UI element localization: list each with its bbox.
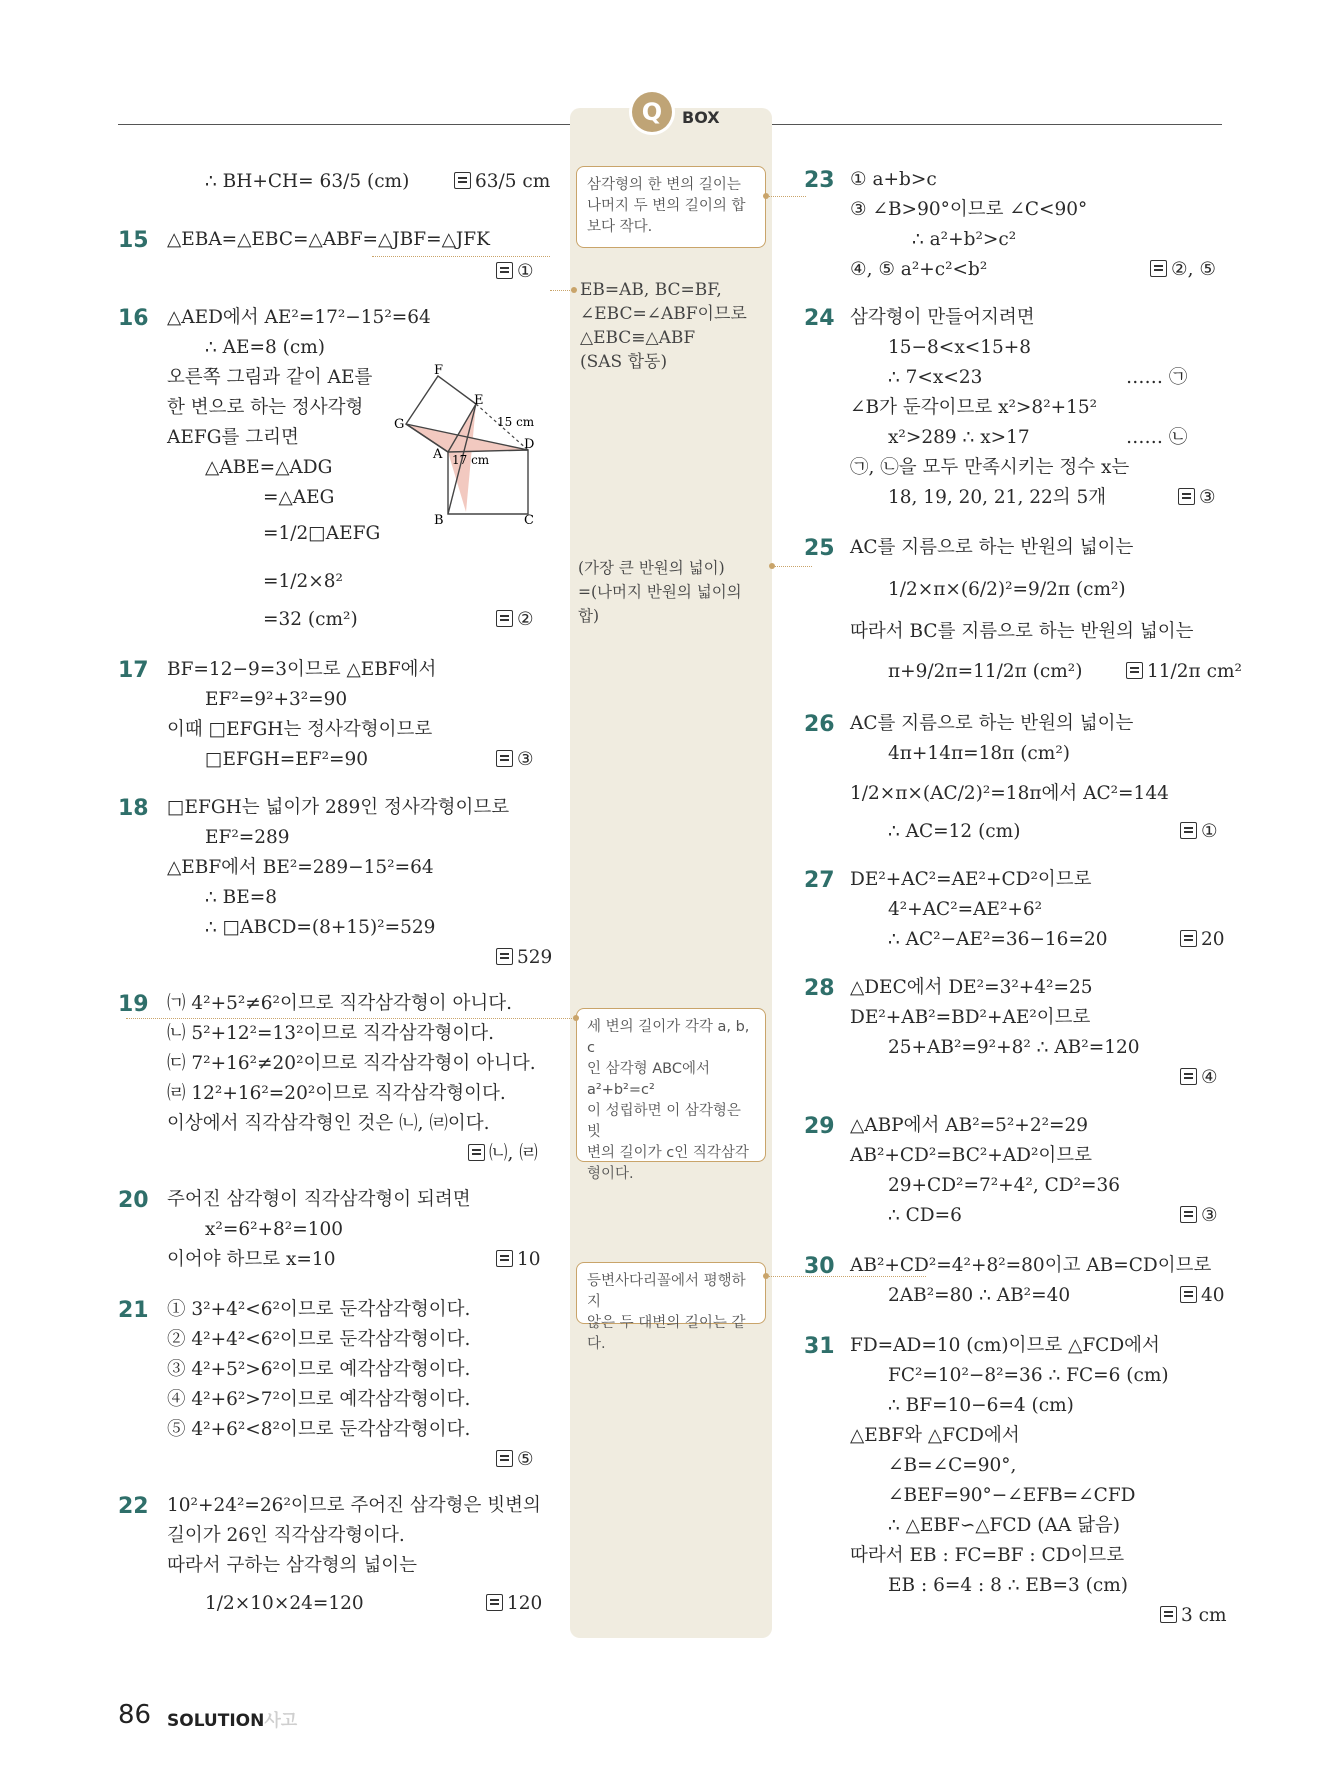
line: ∴ BF=10−6=4 (cm) bbox=[888, 1395, 1074, 1416]
line: BF=12−9=3이므로 △EBF에서 bbox=[167, 659, 437, 680]
line: ∴ 7<x<23 bbox=[888, 367, 983, 388]
line: ⑤ 4²+6²<8²이므로 둔각삼각형이다. bbox=[167, 1419, 471, 1440]
qbox-badge: Q bbox=[632, 92, 672, 132]
line: AB²+CD²=BC²+AD²이므로 bbox=[850, 1145, 1093, 1166]
problem-number: 30 bbox=[804, 1254, 835, 1279]
line: △DEC에서 DE²=3²+4²=25 bbox=[850, 977, 1093, 998]
line: 4π+14π=18π (cm²) bbox=[888, 743, 1070, 764]
line: =1/2□AEFG bbox=[263, 523, 381, 544]
problem-number: 29 bbox=[804, 1114, 835, 1139]
line: ㈃ 12²+16²=20²이므로 직각삼각형이다. bbox=[167, 1083, 506, 1104]
line: ∠B=∠C=90°, bbox=[888, 1455, 1017, 1476]
line: x²=6²+8²=100 bbox=[205, 1219, 344, 1240]
line: =△AEG bbox=[263, 487, 335, 508]
answer-icon bbox=[1178, 488, 1195, 505]
connector-dot bbox=[571, 287, 577, 293]
problem-number: 25 bbox=[804, 536, 835, 561]
line: EF²=9²+3²=90 bbox=[205, 689, 348, 710]
problem-number: 18 bbox=[118, 796, 149, 821]
problem-number: 26 bbox=[804, 712, 835, 737]
answer-icon bbox=[496, 948, 513, 965]
label-F: F bbox=[434, 364, 444, 378]
answer: 40 bbox=[1180, 1284, 1225, 1308]
problem-number: 19 bbox=[118, 992, 149, 1017]
answer-icon bbox=[1126, 662, 1143, 679]
answer-icon bbox=[1180, 1068, 1197, 1085]
line: FD=AD=10 (cm)이므로 △FCD에서 bbox=[850, 1335, 1160, 1356]
line: ㉠, ㉡을 모두 만족시키는 정수 x는 bbox=[850, 457, 1130, 478]
label-E: E bbox=[474, 393, 484, 408]
line: □EFGH는 넓이가 289인 정사각형이므로 bbox=[167, 797, 510, 818]
line: △ABP에서 AB²=5²+2²=29 bbox=[850, 1115, 1089, 1136]
answer-icon bbox=[496, 1450, 513, 1467]
problem-number: 17 bbox=[118, 658, 149, 683]
note-semicircle-area: (가장 큰 반원의 넓이) =(나머지 반원의 넓이의 합) bbox=[578, 559, 742, 625]
line: 18, 19, 20, 21, 22의 5개 bbox=[888, 487, 1107, 508]
line: DE²+AC²=AE²+CD²이므로 bbox=[850, 869, 1092, 890]
problem-number: 28 bbox=[804, 976, 835, 1001]
line: 15−8<x<15+8 bbox=[888, 337, 1032, 358]
line: 따라서 BC를 지름으로 하는 반원의 넓이는 bbox=[850, 621, 1194, 642]
problem-number: 20 bbox=[118, 1188, 149, 1213]
label-C: C bbox=[524, 513, 534, 528]
note-sas-congruence: EB=AB, BC=BF, ∠EBC=∠ABF이므로 △EBC≡△ABF (SAS 합동) bbox=[580, 280, 747, 372]
line: AB²+CD²=4²+8²=80이고 AB=CD이므로 bbox=[850, 1255, 1212, 1276]
line: AEFG를 그리면 bbox=[167, 427, 299, 448]
answer: ③ bbox=[1178, 486, 1216, 510]
line: 1/2×π×(6/2)²=9/2π (cm²) bbox=[888, 579, 1126, 600]
top-rule-right bbox=[772, 124, 1222, 125]
line: ∴ AE=8 (cm) bbox=[205, 337, 326, 358]
line: ∴ AC²−AE²=36−16=20 bbox=[888, 929, 1108, 950]
line: 이상에서 직각삼각형인 것은 ㈁, ㈃이다. bbox=[167, 1113, 490, 1134]
line: 29+CD²=7²+4², CD²=36 bbox=[888, 1175, 1121, 1196]
label-17cm: 17 cm bbox=[452, 453, 490, 467]
line: FC²=10²−8²=36 ∴ FC=6 (cm) bbox=[888, 1365, 1169, 1386]
answer-icon bbox=[496, 750, 513, 767]
answer: 11/2π cm² bbox=[1126, 660, 1242, 684]
answer: ② bbox=[496, 608, 534, 632]
answer: 529 bbox=[496, 946, 552, 970]
line: ③ 4²+5²>6²이므로 예각삼각형이다. bbox=[167, 1359, 471, 1380]
line: 25+AB²=9²+8² ∴ AB²=120 bbox=[888, 1037, 1140, 1058]
answer: ⑤ bbox=[496, 1448, 534, 1472]
note-pythagorean-converse: 세 변의 길이가 각각 a, b, c 인 삼각형 ABC에서 a²+b²=c² 이 성립하면 이 삼각형은 빗 변의 길이가 c인 직각삼각 형이다. bbox=[576, 1008, 766, 1162]
connector-dot bbox=[763, 1273, 769, 1279]
line: ∴ AC=12 (cm) bbox=[888, 821, 1021, 842]
answer-icon bbox=[1180, 1206, 1197, 1223]
answer: ① bbox=[496, 260, 534, 284]
line: ∴ BE=8 bbox=[205, 887, 278, 908]
line: △EBF에서 BE²=289−15²=64 bbox=[167, 857, 434, 878]
line: EB : 6=4 : 8 ∴ EB=3 (cm) bbox=[888, 1575, 1129, 1596]
connector bbox=[126, 1018, 576, 1019]
page-number: 86 bbox=[118, 1700, 152, 1730]
footer-brand: SOLUTION사고 bbox=[167, 1711, 298, 1731]
connector bbox=[772, 566, 812, 567]
label-D: D bbox=[524, 437, 535, 452]
answer-icon bbox=[1150, 260, 1167, 277]
answer: 20 bbox=[1180, 928, 1225, 952]
line: ㈂ 7²+16²≠20²이므로 직각삼각형이 아니다. bbox=[167, 1053, 536, 1074]
answer: ②, ⑤ bbox=[1150, 258, 1216, 282]
answer: 3 cm bbox=[1160, 1604, 1227, 1628]
top-rule-left bbox=[118, 124, 570, 125]
line: ∴ BH+CH= 63/5 (cm) bbox=[205, 171, 410, 192]
label-15cm: 15 cm bbox=[497, 415, 535, 429]
problem-number: 16 bbox=[118, 306, 149, 331]
line: ② 4²+4²<6²이므로 둔각삼각형이다. bbox=[167, 1329, 471, 1350]
line: △EBA=△EBC=△ABF=△JBF=△JFK bbox=[167, 229, 490, 250]
answer-icon bbox=[1180, 822, 1197, 839]
line: 1/2×10×24=120 bbox=[205, 1593, 364, 1614]
line: 4²+AC²=AE²+6² bbox=[888, 899, 1043, 920]
line: AC를 지름으로 하는 반원의 넓이는 bbox=[850, 537, 1134, 558]
line: 삼각형이 만들어지려면 bbox=[850, 307, 1035, 328]
line: EF²=289 bbox=[205, 827, 290, 848]
line: △EBF와 △FCD에서 bbox=[850, 1425, 1020, 1446]
line: DE²+AB²=BD²+AE²이므로 bbox=[850, 1007, 1091, 1028]
answer: ① bbox=[1180, 820, 1218, 844]
answer: 120 bbox=[486, 1592, 542, 1616]
line: □EFGH=EF²=90 bbox=[205, 749, 369, 770]
line: ∴ □ABCD=(8+15)²=529 bbox=[205, 917, 436, 938]
line: ④ 4²+6²>7²이므로 예각삼각형이다. bbox=[167, 1389, 471, 1410]
square-diagram bbox=[392, 364, 552, 536]
answer-icon bbox=[1180, 930, 1197, 947]
line: ∠BEF=90°−∠EFB=∠CFD bbox=[888, 1485, 1136, 1506]
connector bbox=[766, 196, 806, 197]
problem-number: 24 bbox=[804, 306, 835, 331]
note-triangle-inequality: 삼각형의 한 변의 길이는 나머지 두 변의 길이의 합 보다 작다. bbox=[576, 166, 766, 248]
answer-icon bbox=[1180, 1286, 1197, 1303]
line: ① 3²+4²<6²이므로 둔각삼각형이다. bbox=[167, 1299, 471, 1320]
answer-icon bbox=[1160, 1606, 1177, 1623]
answer-icon bbox=[496, 262, 513, 279]
answer: ③ bbox=[496, 748, 534, 772]
label-A: A bbox=[433, 447, 443, 462]
line: △AED에서 AE²=17²−15²=64 bbox=[167, 307, 431, 328]
line: ∴ a²+b²>c² bbox=[912, 229, 1017, 250]
problem-number: 15 bbox=[118, 228, 149, 253]
line: 길이가 26인 직각삼각형이다. bbox=[167, 1525, 405, 1546]
line: ① a+b>c bbox=[850, 169, 937, 190]
connector-dot bbox=[763, 193, 769, 199]
answer-icon bbox=[486, 1594, 503, 1611]
connector-dot bbox=[573, 1015, 579, 1021]
line: ∴ CD=6 bbox=[888, 1205, 962, 1226]
answer: ㈁, ㈃ bbox=[468, 1142, 538, 1166]
answer: 63/5 cm bbox=[454, 170, 550, 194]
line: 1/2×π×(AC/2)²=18π에서 AC²=144 bbox=[850, 783, 1169, 804]
line: 이때 □EFGH는 정사각형이므로 bbox=[167, 719, 433, 740]
connector bbox=[372, 256, 550, 257]
answer: ④ bbox=[1180, 1066, 1218, 1090]
marker: …… ㉡ bbox=[1126, 427, 1188, 448]
line: ④, ⑤ a²+c²<b² bbox=[850, 259, 988, 280]
label-B: B bbox=[434, 513, 444, 528]
line: ㈁ 5²+12²=13²이므로 직각삼각형이다. bbox=[167, 1023, 494, 1044]
line: ③ ∠B>90°이므로 ∠C<90° bbox=[850, 199, 1088, 220]
note-isosceles-trapezoid: 등변사다리꼴에서 평행하지 않은 두 대변의 길이는 같다. bbox=[576, 1262, 766, 1324]
connector-dot bbox=[769, 563, 775, 569]
line: 한 변으로 하는 정사각형 bbox=[167, 397, 364, 418]
line: ∴ △EBF∽△FCD (AA 닮음) bbox=[888, 1515, 1121, 1536]
footer-brand-faded: 사고 bbox=[264, 1711, 298, 1731]
line: 주어진 삼각형이 직각삼각형이 되려면 bbox=[167, 1189, 471, 1210]
problem-number: 27 bbox=[804, 868, 835, 893]
line: π+9/2π=11/2π (cm²) bbox=[888, 661, 1083, 682]
line: ㈀ 4²+5²≠6²이므로 직각삼각형이 아니다. bbox=[167, 993, 513, 1014]
problem-number: 21 bbox=[118, 1298, 149, 1323]
problem-number: 23 bbox=[804, 168, 835, 193]
line: ∠B가 둔각이므로 x²>8²+15² bbox=[850, 397, 1098, 418]
line: 따라서 EB : FC=BF : CD이므로 bbox=[850, 1545, 1125, 1566]
answer-icon bbox=[468, 1144, 485, 1161]
problem-number: 31 bbox=[804, 1334, 835, 1359]
answer-icon bbox=[454, 172, 471, 189]
label-G: G bbox=[394, 417, 405, 432]
line: =32 (cm²) bbox=[263, 609, 358, 630]
marker: …… ㉠ bbox=[1126, 367, 1188, 388]
line: △ABE=△ADG bbox=[205, 457, 333, 478]
line: x²>289 ∴ x>17 bbox=[888, 427, 1030, 448]
line: AC를 지름으로 하는 반원의 넓이는 bbox=[850, 713, 1134, 734]
line: 10²+24²=26²이므로 주어진 삼각형은 빗변의 bbox=[167, 1495, 541, 1516]
line: 따라서 구하는 삼각형의 넓이는 bbox=[167, 1555, 417, 1576]
line: 오른쪽 그림과 같이 AE를 bbox=[167, 367, 373, 388]
answer-icon bbox=[496, 610, 513, 627]
line: =1/2×8² bbox=[263, 571, 343, 592]
answer-icon bbox=[496, 1250, 513, 1267]
line: 2AB²=80 ∴ AB²=40 bbox=[888, 1285, 1071, 1306]
answer: 10 bbox=[496, 1248, 541, 1272]
problem-number: 22 bbox=[118, 1494, 149, 1519]
answer: ③ bbox=[1180, 1204, 1218, 1228]
line: 이어야 하므로 x=10 bbox=[167, 1249, 336, 1270]
qbox-label: BOX bbox=[682, 108, 720, 127]
